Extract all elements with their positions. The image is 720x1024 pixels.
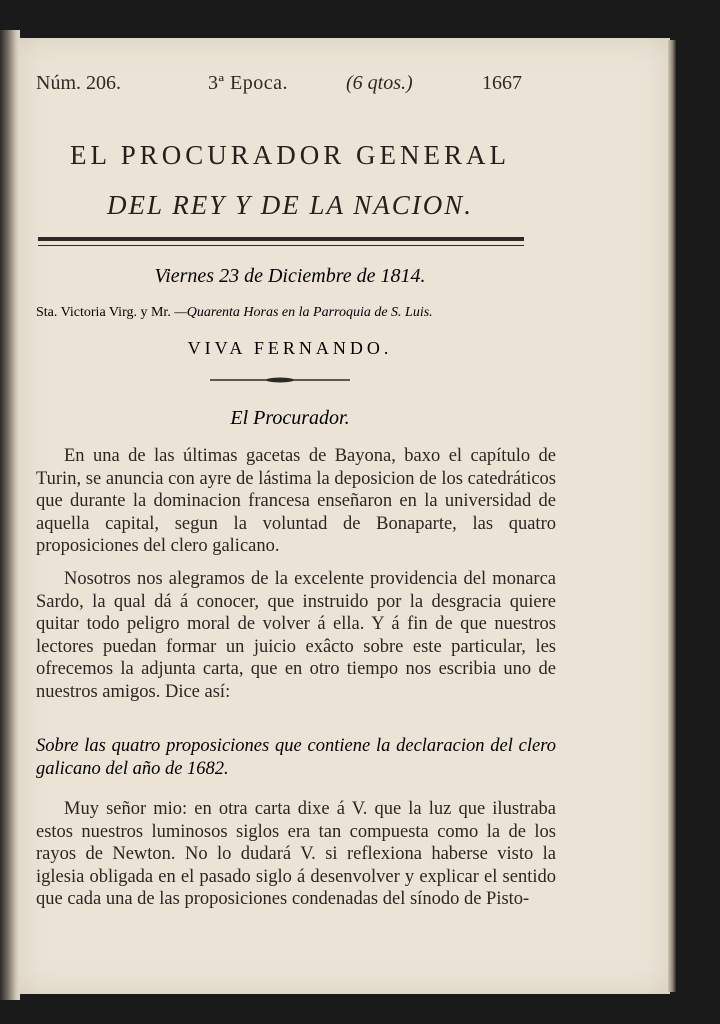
ornament-divider	[210, 375, 350, 385]
issue-header	[36, 72, 536, 100]
saints-text: Sta. Victoria Virg. y Mr.	[36, 305, 171, 320]
paragraph-2	[36, 568, 556, 703]
epoch-label: 3ª Epoca.	[208, 72, 288, 94]
masthead-title: EL PROCURADOR GENERAL	[69, 140, 510, 170]
letter-heading: Sobre las quatro proposiciones que contiene la declaracion del clero galicano del año de 1682.	[36, 736, 556, 779]
page-edge	[668, 40, 676, 992]
page-number: 1667	[482, 72, 522, 94]
dateline: Viernes 23 de Diciembre de 1814.	[154, 265, 426, 287]
masthead-rule-thin	[38, 245, 524, 246]
section-title: El Procurador.	[230, 407, 350, 429]
paragraph-1	[36, 445, 556, 558]
masthead-rule-thick	[38, 237, 524, 241]
masthead-subtitle: DEL REY Y DE LA NACION.	[106, 190, 474, 220]
sheet-count: (6 qtos.)	[346, 72, 413, 94]
issue-number: Núm. 206.	[36, 72, 121, 94]
paragraph-text: En una de las últimas gacetas de Bayona, baxo el capítulo de Turin, se anuncia con ayre de lástima la deposicion de los catedráticos que durante la dominacion francesa enseñaron en la universidad de aquella capital, segun la voluntad de Bonaparte, las quatro proposiciones del clero galicano.	[36, 446, 556, 556]
letter-paragraph	[36, 798, 556, 911]
paragraph-text: Nosotros nos alegramos de la excelente providencia del monarca Sardo, la qual dá á conocer, que instruido por la desgracia quiere quitar todo peligro moral de volver á ella. Y á fin de que nuestros lectores puedan formar un juicio exâcto sobre este particular, les ofrecemos la adjunta carta, que en otro tiempo nos escribia uno de nuestros amigos. Dice así:	[36, 569, 556, 702]
devotion-text: —Quarenta Horas en la Parroquia de S. Luis.	[174, 305, 433, 320]
book-binding	[0, 30, 20, 1000]
motto: VIVA FERNANDO.	[187, 338, 393, 358]
paragraph-text: Muy señor mio: en otra carta dixe á V. que la luz que ilustraba estos nuestros luminosos siglos era tan compuesta como la de los rayos de Newton. No lo dudará V. si reflexiona haberse visto la iglesia obligada en el pasado siglo á desenvolver y explicar el sentido que cada una de las proposiciones condenadas del sínodo de Pisto-	[36, 799, 556, 909]
saints-line	[36, 305, 556, 321]
